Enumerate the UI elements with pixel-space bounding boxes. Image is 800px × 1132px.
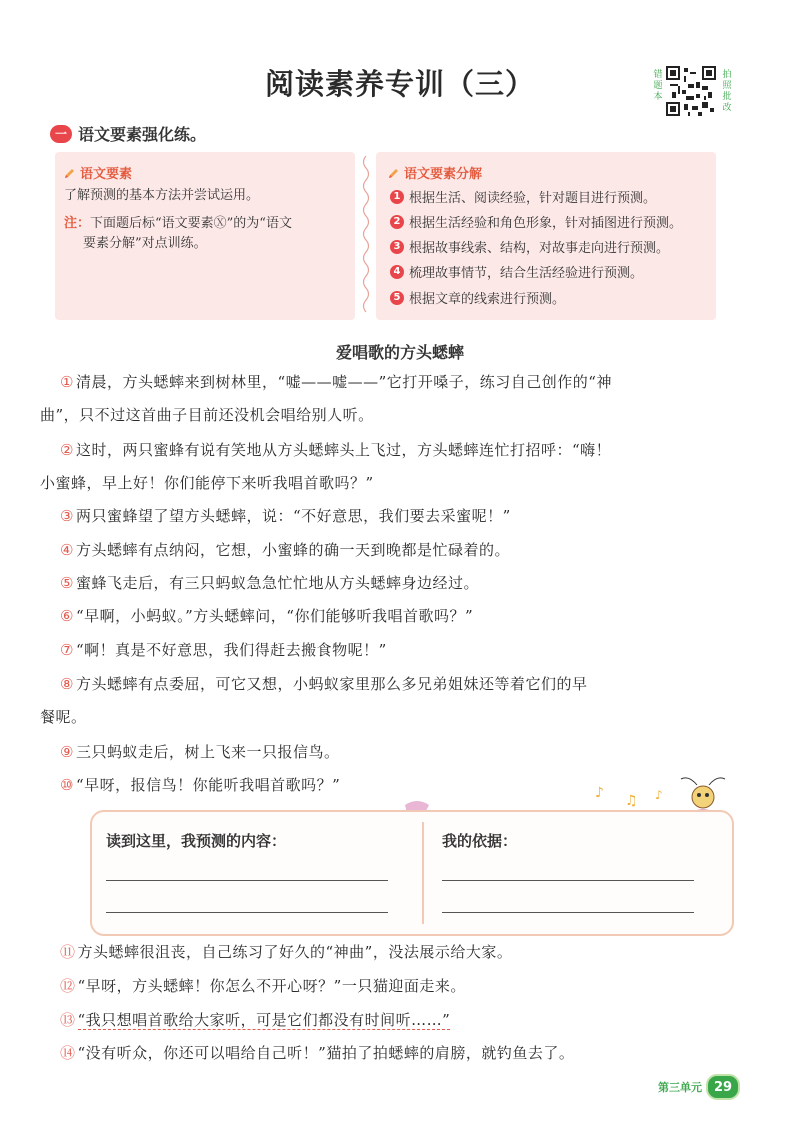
story-paragraph <box>40 366 740 432</box>
story-paragraph <box>60 736 740 769</box>
paragraph-number: ⑥ <box>60 607 74 625</box>
page-title: 阅读素养专训（三） <box>264 67 535 101</box>
story-paragraph <box>60 534 740 567</box>
prediction-box <box>90 810 734 936</box>
section-label: 语文要素强化练。 <box>78 125 207 144</box>
story-paragraph <box>60 600 740 633</box>
breakdown-item <box>390 237 669 256</box>
breakdown-box-title-text: 语文要素分解 <box>404 167 483 182</box>
breakdown-text: 梳理故事情节，结合生活经验进行预测。 <box>409 266 644 281</box>
page-number: 29 <box>706 1074 740 1100</box>
unit-label: 第三单元 <box>658 1081 702 1094</box>
element-box-text: 了解预测的基本方法并尝试运用。 <box>64 188 260 203</box>
element-box-title <box>64 163 132 182</box>
breakdown-box-title <box>388 163 482 182</box>
paragraph-line: 方头蟋蟀有点委屈，可它又想，小蚂蚁家里那么多兄弟姐妹还等着它们的早 <box>75 675 588 693</box>
paragraph-number: ③ <box>60 507 74 525</box>
svg-text:♪: ♪ <box>595 785 604 801</box>
reason-answer-line[interactable] <box>442 880 694 881</box>
story-paragraph <box>60 1037 740 1070</box>
prediction-answer-line[interactable] <box>106 912 388 913</box>
breakdown-text: 根据故事线索、结构，对故事走向进行预测。 <box>409 241 670 256</box>
story-title: 爱唱歌的方头蟋蟀 <box>335 343 464 362</box>
paragraph-line: 曲”，只不过这首曲子目前还没机会唱给别人听。 <box>40 406 374 424</box>
qr-code-icon[interactable] <box>666 66 716 116</box>
paragraph-number: ⑭ <box>60 1044 76 1062</box>
note-line-2: 要素分解”对点训练。 <box>83 236 207 251</box>
qr-block[interactable] <box>652 66 770 128</box>
breakdown-item <box>390 212 682 231</box>
svg-text:♪: ♪ <box>655 788 663 802</box>
story-paragraph <box>60 634 740 667</box>
box-divider <box>359 156 373 316</box>
svg-text:♫: ♫ <box>625 793 638 809</box>
paragraph-number: ① <box>60 373 74 391</box>
breakdown-text: 根据文章的线索进行预测。 <box>409 292 566 307</box>
paragraph-number: ⑬ <box>60 1011 76 1029</box>
paragraph-line: 小蜜蜂，早上好！你们能停下来听我唱首歌吗？” <box>40 474 374 492</box>
reason-label: 我的依据： <box>442 832 518 850</box>
paragraph-line: 三只蚂蚁走后，树上飞来一只报信鸟。 <box>75 743 340 761</box>
paragraph-line: 餐呢。 <box>40 708 87 726</box>
paragraph-line: 这时，两只蜜蜂有说有笑地从方头蟋蟀头上飞过，方头蟋蟀连忙打招呼：“嗨！ <box>75 441 612 459</box>
prediction-divider <box>422 822 424 924</box>
paragraph-number: ② <box>60 441 74 459</box>
breakdown-text: 根据生活、阅读经验，针对题目进行预测。 <box>409 191 657 206</box>
story-paragraph <box>40 668 740 734</box>
note-line-1: 下面题后标“语文要素Ⓧ”的为“语文 <box>90 216 292 231</box>
story-paragraph <box>40 434 740 500</box>
paragraph-number: ⑤ <box>60 574 74 592</box>
story-paragraph <box>60 500 740 533</box>
paragraph-line: 方头蟋蟀有点纳闷，它想，小蜜蜂的确一天到晚都是忙碌着的。 <box>75 541 510 559</box>
story-paragraph <box>60 936 740 969</box>
element-box-note <box>64 214 354 254</box>
paragraph-number: ⑫ <box>60 977 76 995</box>
note-label: 注： <box>64 216 91 231</box>
paragraph-number: ⑦ <box>60 641 74 659</box>
paragraph-number: ⑩ <box>60 776 74 794</box>
paragraph-line: 两只蜜蜂望了望方头蟋蟀，说：“不好意思，我们要去采蜜呢！” <box>75 507 511 525</box>
paragraph-line: “早呀，报信鸟！你能听我唱首歌吗？” <box>75 776 341 794</box>
breakdown-num: 4 <box>390 265 404 279</box>
page-footer <box>658 1074 740 1100</box>
paragraph-number: ⑧ <box>60 675 74 693</box>
pencil-icon <box>388 167 400 179</box>
paragraph-line: “没有听众，你还可以唱给自己听！”猫拍了拍蟋蟀的肩膀，就钓鱼去了。 <box>77 1044 575 1062</box>
breakdown-num: 3 <box>390 240 404 254</box>
prediction-answer-line[interactable] <box>106 880 388 881</box>
paragraph-number: ④ <box>60 541 74 559</box>
story-paragraph <box>60 1004 740 1037</box>
breakdown-item <box>390 187 656 206</box>
paragraph-line: 蜜蜂飞走后，有三只蚂蚁急急忙忙地从方头蟋蟀身边经过。 <box>75 574 479 592</box>
paragraph-number: ⑨ <box>60 743 74 761</box>
paragraph-line: 方头蟋蟀很沮丧，自己练习了好久的“神曲”，没法展示给大家。 <box>77 943 513 961</box>
prediction-label: 读到这里，我预测的内容： <box>106 832 287 850</box>
breakdown-item <box>390 288 565 307</box>
section-number: 一 <box>50 125 72 143</box>
paragraph-line: 清晨，方头蟋蟀来到树林里，“嘘——嘘——”它打开嗓子，练习自己创作的“神 <box>75 373 612 391</box>
element-box-title-text: 语文要素 <box>80 167 133 182</box>
paragraph-line: “啊！真是不好意思，我们得赶去搬食物呢！” <box>75 641 387 659</box>
underlined-sentence: “我只想唱首歌给大家听，可是它们都没有时间听……” <box>77 1011 451 1029</box>
qr-left-caption: 错题本 <box>653 70 663 102</box>
paragraph-line: “早啊，小蚂蚁。”方头蟋蟀问，“你们能够听我唱首歌吗？” <box>75 607 474 625</box>
qr-right-caption: 拍照批改 <box>722 70 732 113</box>
breakdown-item <box>390 262 643 281</box>
story-paragraph <box>60 970 740 1003</box>
reason-answer-line[interactable] <box>442 912 694 913</box>
story-paragraph <box>60 567 740 600</box>
breakdown-text: 根据生活经验和角色形象，针对插图进行预测。 <box>409 216 683 231</box>
pencil-icon <box>64 167 76 179</box>
section-heading <box>50 122 206 145</box>
breakdown-num: 1 <box>390 190 404 204</box>
paragraph-line: “早呀，方头蟋蟀！你怎么不开心呀？”一只猫迎面走来。 <box>77 977 466 995</box>
breakdown-num: 2 <box>390 215 404 229</box>
paragraph-number: ⑪ <box>60 943 76 961</box>
breakdown-num: 5 <box>390 291 404 305</box>
